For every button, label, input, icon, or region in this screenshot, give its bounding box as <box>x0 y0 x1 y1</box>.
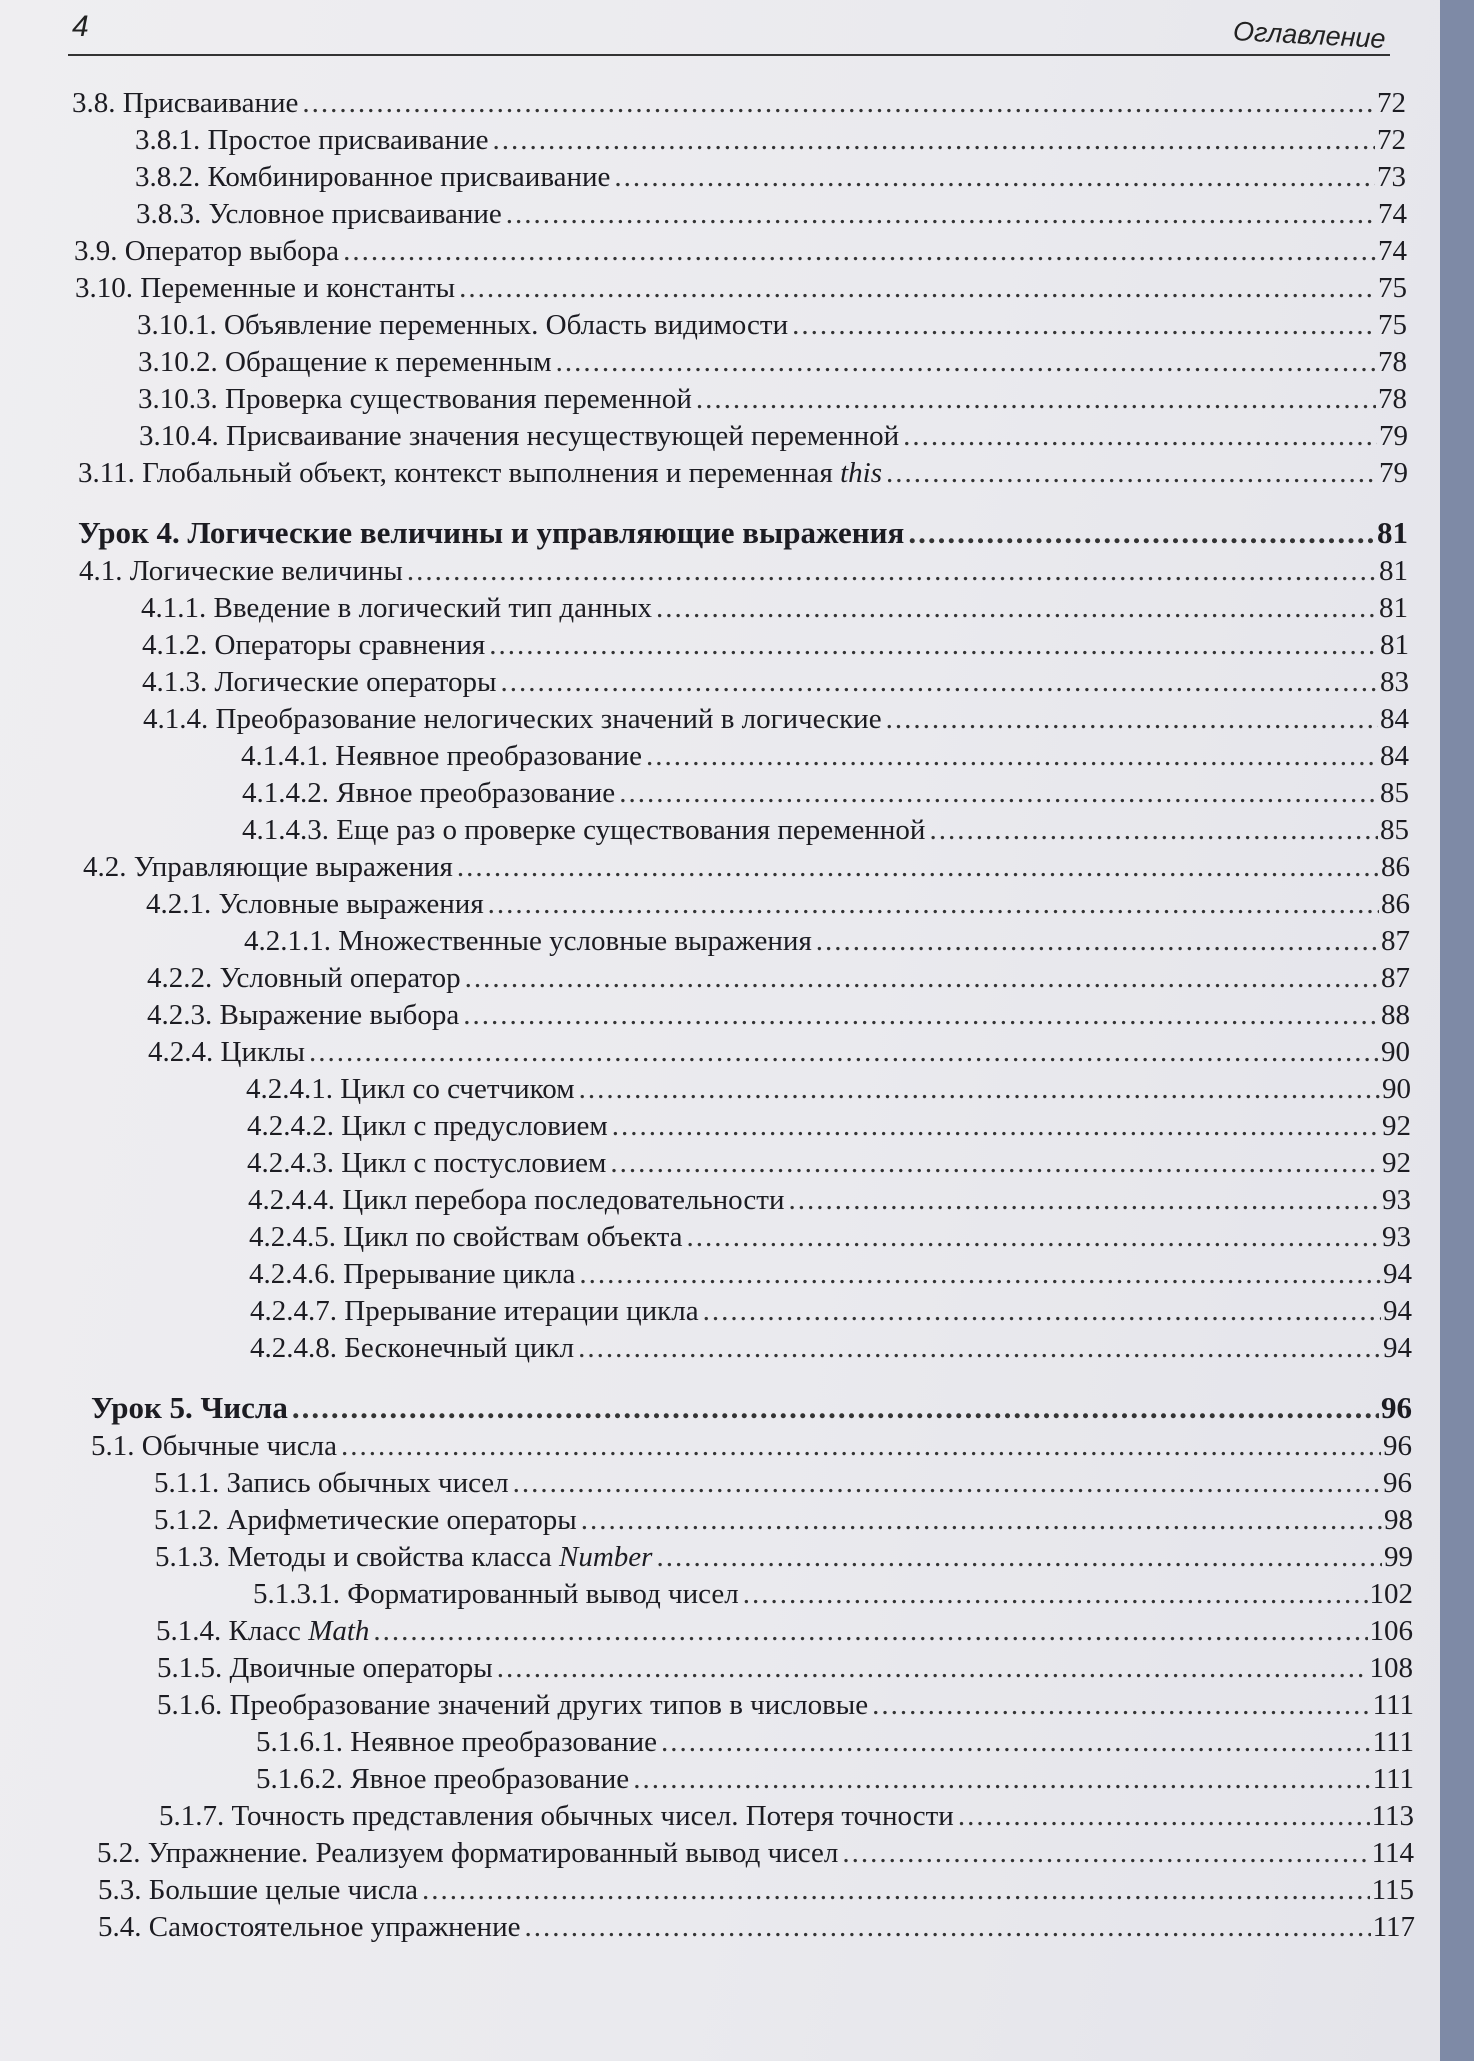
toc-entry-page: 72 <box>1377 87 1406 119</box>
toc-entry <box>249 1219 1411 1255</box>
toc-entry <box>250 1293 1412 1329</box>
dot-leader <box>656 590 1377 626</box>
toc-entry-page: 88 <box>1381 999 1410 1031</box>
toc-entry <box>138 381 1407 417</box>
toc-entry-page: 94 <box>1383 1258 1412 1290</box>
toc-entry <box>143 701 1409 737</box>
toc-entry-page: 83 <box>1380 666 1409 698</box>
dot-leader <box>958 1798 1370 1834</box>
dot-leader <box>646 738 1378 774</box>
toc-entry <box>247 1108 1411 1144</box>
toc-entry-title: 5.1.3.1. Форматированный вывод чисел <box>253 1578 739 1610</box>
toc-entry-page: 96 <box>1383 1430 1412 1462</box>
toc-entry <box>135 159 1406 195</box>
toc-entry-title: 5.1.1. Запись обычных чисел <box>154 1467 509 1499</box>
toc-entry-title: 3.10.1. Объявление переменных. Область видимости <box>137 309 789 341</box>
toc-entry-title: 5.1.7. Точность представления обычных чисел. Потеря точности <box>159 1800 954 1832</box>
toc-entry-title: 4.2.1. Условные выражения <box>146 888 484 920</box>
toc-entry-title: Урок 4. Логические величины и управляющие выражения <box>78 515 905 550</box>
toc-entry-title: 4.1.4.1. Неявное преобразование <box>241 740 642 772</box>
toc-entry-page: 74 <box>1378 235 1407 267</box>
toc-entry-title: 4.2. Управляющие выражения <box>83 851 453 883</box>
toc-entry-page: 75 <box>1378 272 1407 304</box>
toc-entry <box>97 1835 1414 1871</box>
dot-leader <box>578 1330 1381 1366</box>
toc-entry-page: 106 <box>1369 1615 1413 1647</box>
toc-entry-italic-term: this <box>840 457 882 489</box>
toc-entry <box>79 553 1408 589</box>
toc-entry-title: 4.1.1. Введение в логический тип данных <box>141 592 653 624</box>
dot-leader <box>488 886 1379 922</box>
toc-entry <box>147 960 1410 996</box>
dot-leader <box>703 1293 1381 1329</box>
dot-leader <box>459 270 1376 306</box>
toc-entry-page: 92 <box>1382 1110 1411 1142</box>
toc-entry-page: 90 <box>1381 1036 1410 1068</box>
dot-leader <box>497 1650 1368 1686</box>
toc-entry-italic-term: Math <box>308 1615 370 1647</box>
toc-entry-title: 5.2. Упражнение. Реализуем форматированный вывод чисел <box>97 1837 839 1869</box>
dot-leader <box>633 1761 1370 1797</box>
toc-entry <box>91 1428 1412 1464</box>
toc-entry <box>98 1872 1414 1908</box>
toc-entry <box>247 1145 1411 1181</box>
toc-entry-title: 4.2.4. Циклы <box>148 1036 306 1068</box>
toc-entry-title: 4.1. Логические величины <box>79 555 403 587</box>
toc-entry <box>244 923 1410 959</box>
toc-entry-title: 3.9. Оператор выбора <box>74 235 340 267</box>
toc-entry-title: 5.1.3. Методы и свойства класса Number <box>155 1541 653 1573</box>
toc-entry-title: 3.8.1. Простое присваивание <box>135 124 489 156</box>
dot-leader <box>614 159 1375 195</box>
toc-entry-page: 96 <box>1383 1467 1412 1499</box>
toc-entry-page: 73 <box>1377 161 1406 193</box>
toc-entry-page: 90 <box>1382 1073 1411 1105</box>
toc-entry-page: 94 <box>1383 1295 1412 1327</box>
dot-leader <box>687 1219 1380 1255</box>
toc-entry <box>241 738 1409 774</box>
toc-entry-page: 86 <box>1381 888 1410 920</box>
dot-leader <box>465 960 1379 996</box>
toc-entry <box>256 1761 1414 1797</box>
toc-entry-page: 93 <box>1382 1221 1411 1253</box>
toc-entry-title: 5.3. Большие целые числа <box>98 1874 418 1906</box>
dot-leader <box>407 553 1377 589</box>
toc-entry-page: 81 <box>1379 555 1408 587</box>
toc-entry-page: 108 <box>1369 1652 1413 1684</box>
dot-leader <box>489 627 1378 663</box>
toc-entry <box>148 1034 1410 1070</box>
dot-leader <box>696 381 1376 417</box>
dot-leader <box>493 122 1375 158</box>
toc-entry <box>137 307 1407 343</box>
dot-leader <box>842 1835 1369 1871</box>
toc-entry-title: 4.2.4.3. Цикл с постусловием <box>247 1147 607 1179</box>
toc-entry-page: 87 <box>1381 925 1410 957</box>
toc-entry-title: 4.1.4.2. Явное преобразование <box>242 777 616 809</box>
toc-entry-title: 4.2.4.1. Цикл со счетчиком <box>246 1073 575 1105</box>
toc-entry-title: 3.11. Глобальный объект, контекст выполнения и переменная this <box>78 457 882 489</box>
toc-entry-title: 4.2.1.1. Множественные условные выражения <box>244 925 812 957</box>
toc-entry-title: 5.4. Самостоятельное упражнение <box>98 1911 521 1943</box>
toc-entry <box>159 1798 1414 1834</box>
toc-entry-title: 3.8. Присваивание <box>72 87 299 119</box>
dot-leader <box>302 85 1375 121</box>
toc-entry-page: 85 <box>1380 814 1409 846</box>
toc-entry-page: 87 <box>1381 962 1410 994</box>
dot-leader <box>513 1465 1381 1501</box>
toc-entry <box>157 1687 1414 1723</box>
toc-entry-page: 84 <box>1380 703 1409 735</box>
toc-entry-page: 81 <box>1380 629 1409 661</box>
toc-entry <box>74 233 1407 269</box>
toc-entry-page: 85 <box>1380 777 1409 809</box>
dot-leader <box>524 1909 1370 1945</box>
dot-leader <box>908 515 1375 551</box>
toc-entry-title: 5.1. Обычные числа <box>91 1430 337 1462</box>
toc-entry-title: 3.8.2. Комбинированное присваивание <box>135 161 611 193</box>
toc-entry <box>256 1724 1414 1760</box>
toc-entry <box>156 1613 1413 1649</box>
toc-entry-title: 3.10. Переменные и константы <box>75 272 456 304</box>
page-number: 4 <box>72 10 89 43</box>
toc-entry <box>242 775 1409 811</box>
toc-entry <box>138 344 1407 380</box>
toc-entry-title: 4.1.2. Операторы сравнения <box>142 629 486 661</box>
toc-entry <box>139 418 1408 454</box>
toc-entry-page: 114 <box>1371 1837 1414 1869</box>
dot-leader <box>581 1502 1382 1538</box>
toc-entry <box>253 1576 1413 1612</box>
toc-entry-page: 86 <box>1381 851 1410 883</box>
dot-leader <box>610 1145 1380 1181</box>
toc-entry <box>91 1390 1412 1426</box>
toc-entry <box>142 664 1409 700</box>
dot-leader <box>903 418 1377 454</box>
dot-leader <box>373 1613 1367 1649</box>
toc-entry-title: 4.2.4.4. Цикл перебора последовательности <box>248 1184 785 1216</box>
toc-entry <box>157 1650 1413 1686</box>
toc-entry <box>242 812 1409 848</box>
toc-entry <box>249 1256 1412 1292</box>
toc-entry-page: 98 <box>1384 1504 1413 1536</box>
toc-entry-page: 84 <box>1380 740 1409 772</box>
toc-entry-title: 5.1.6. Преобразование значений других типов в числовые <box>157 1689 869 1721</box>
toc-entry <box>78 455 1408 491</box>
toc-entry-title: Урок 5. Числа <box>91 1390 288 1425</box>
dot-leader <box>612 1108 1380 1144</box>
toc-entry-title: 4.2.4.2. Цикл с предусловием <box>247 1110 608 1142</box>
toc-entry-title: 5.1.6.2. Явное преобразование <box>256 1763 630 1795</box>
toc-entry-title: 5.1.2. Арифметические операторы <box>154 1504 577 1536</box>
toc-entry <box>75 270 1407 306</box>
dot-leader <box>292 1390 1379 1426</box>
dot-leader <box>341 1428 1381 1464</box>
toc-entry <box>154 1465 1412 1501</box>
toc-entry <box>83 849 1410 885</box>
toc-entry-page: 74 <box>1378 198 1407 230</box>
toc-entry-page: 78 <box>1378 383 1407 415</box>
toc-entry-page: 93 <box>1382 1184 1411 1216</box>
dot-leader <box>457 849 1379 885</box>
dot-leader <box>788 1182 1380 1218</box>
toc-entry-page: 115 <box>1371 1874 1414 1906</box>
dot-leader <box>792 307 1376 343</box>
toc-entry-title: 5.1.5. Двоичные операторы <box>157 1652 493 1684</box>
dot-leader <box>661 1724 1371 1760</box>
toc-entry-title: 4.2.4.7. Прерывание итерации цикла <box>250 1295 699 1327</box>
toc-entry <box>154 1502 1413 1538</box>
toc-entry <box>136 196 1407 232</box>
toc-entry <box>98 1909 1415 1945</box>
toc-entry-page: 96 <box>1381 1390 1412 1425</box>
toc-entry <box>135 122 1406 158</box>
toc-entry-title: 4.1.4. Преобразование нелогических значений в логические <box>143 703 882 735</box>
dot-leader <box>422 1872 1370 1908</box>
dot-leader <box>556 344 1376 380</box>
toc-entry-title: 4.2.4.8. Бесконечный цикл <box>250 1332 575 1364</box>
toc-entry-title: 4.1.3. Логические операторы <box>142 666 497 698</box>
dot-leader <box>500 664 1378 700</box>
toc-entry-title: 5.1.6.1. Неявное преобразование <box>256 1726 657 1758</box>
toc-entry-page: 72 <box>1377 124 1406 156</box>
dot-leader <box>886 455 1377 491</box>
toc-entry-page: 102 <box>1369 1578 1413 1610</box>
running-head: Оглавление <box>1232 16 1387 54</box>
dot-leader <box>929 812 1378 848</box>
toc-entry <box>142 627 1409 663</box>
toc-entry-page: 111 <box>1372 1689 1414 1721</box>
toc-entry-page: 81 <box>1377 515 1408 550</box>
dot-leader <box>743 1576 1368 1612</box>
dot-leader <box>463 997 1379 1033</box>
toc-entry <box>246 1071 1411 1107</box>
dot-leader <box>506 196 1376 232</box>
toc-entry-title: 4.2.4.5. Цикл по свойствам объекта <box>249 1221 683 1253</box>
toc-entry-page: 79 <box>1379 457 1408 489</box>
toc-entry-title: 3.8.3. Условное присваивание <box>136 198 502 230</box>
dot-leader <box>886 701 1378 737</box>
toc-entry-page: 111 <box>1372 1763 1414 1795</box>
toc-entry-page: 94 <box>1383 1332 1412 1364</box>
toc-entry-title: 3.10.3. Проверка существования переменной <box>138 383 692 415</box>
toc-entry-italic-term: Number <box>559 1541 653 1573</box>
dot-leader <box>579 1071 1380 1107</box>
toc-entry <box>155 1539 1413 1575</box>
dot-leader <box>872 1687 1370 1723</box>
dot-leader <box>619 775 1378 811</box>
toc-entry-page: 113 <box>1371 1800 1414 1832</box>
toc-entry <box>146 886 1410 922</box>
toc-entry-title: 4.2.2. Условный оператор <box>147 962 461 994</box>
toc-entry-title: 4.2.4.6. Прерывание цикла <box>249 1258 576 1290</box>
toc-entry-page: 99 <box>1384 1541 1413 1573</box>
toc-entry-page: 79 <box>1379 420 1408 452</box>
toc-entry <box>141 590 1408 626</box>
toc-entry-title: 3.10.2. Обращение к переменным <box>138 346 552 378</box>
dot-leader <box>656 1539 1382 1575</box>
toc-entry-title: 4.2.3. Выражение выбора <box>147 999 460 1031</box>
dot-leader <box>579 1256 1381 1292</box>
toc-entry <box>78 515 1408 551</box>
toc-entry-title: 5.1.4. Класс Math <box>156 1615 370 1647</box>
toc-entry <box>250 1330 1412 1366</box>
toc-entry-title: 4.1.4.3. Еще раз о проверке существования переменной <box>242 814 926 846</box>
toc-entry-page: 117 <box>1372 1911 1415 1943</box>
toc-entry <box>72 85 1406 121</box>
toc-entry-page: 75 <box>1378 309 1407 341</box>
dot-leader <box>816 923 1379 959</box>
toc-entry-page: 81 <box>1379 592 1408 624</box>
dot-leader <box>309 1034 1379 1070</box>
toc-entry-page: 92 <box>1382 1147 1411 1179</box>
toc-entry <box>248 1182 1411 1218</box>
dot-leader <box>343 233 1376 269</box>
toc-entry-page: 78 <box>1378 346 1407 378</box>
toc-entry-title: 3.10.4. Присваивание значения несуществующей переменной <box>139 420 900 452</box>
toc-entry <box>147 997 1410 1033</box>
toc-entry-page: 111 <box>1372 1726 1414 1758</box>
